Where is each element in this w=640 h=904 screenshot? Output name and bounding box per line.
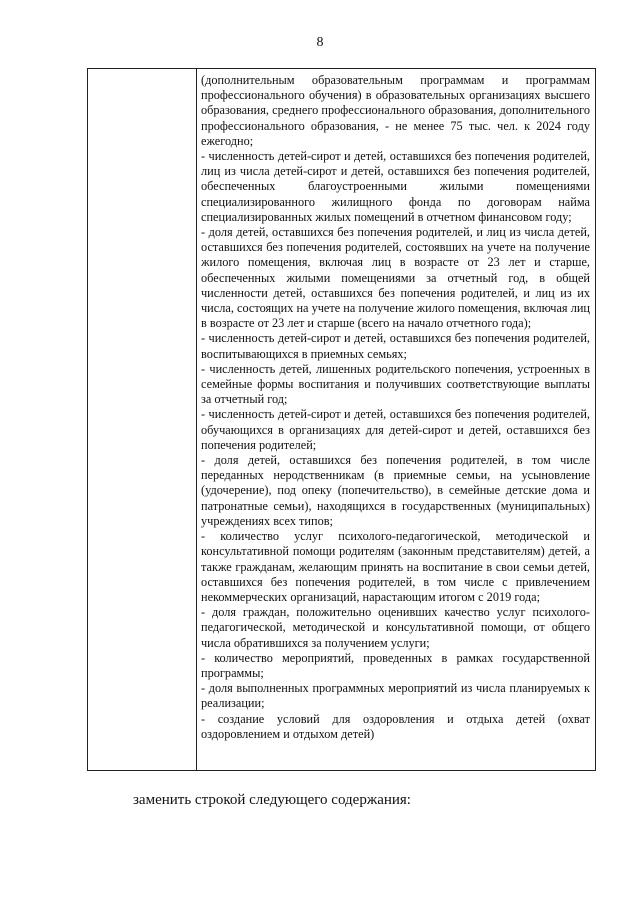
table-paragraph: - количество мероприятий, проведенных в рамках государственной программы; (201, 650, 590, 680)
table-paragraph: - создание условий для оздоровления и отдыха детей (охват оздоровлением и отдыхом детей) (201, 711, 590, 741)
table-paragraph: - численность детей, лишенных родительского попечения, устроенных в семейные формы воспитания и получивших соответствующие выплаты за отчетный год; (201, 361, 590, 407)
table-paragraph: - численность детей-сирот и детей, оставшихся без попечения родителей, воспитывающихся в приемных семьях; (201, 331, 590, 361)
table-paragraph: - доля граждан, положительно оценивших качество услуг психолого-педагогической, методической и консультативной помощи, от общего числа обратившихся за получением услуги; (201, 605, 590, 650)
table-paragraph: - доля детей, оставшихся без попечения родителей, в том числе переданных неродственникам (в приемные семьи, на усыновление (удочерение), под опеку (попечительство), в семейные детские дома и патронатные семьи), находящихся в государственных (муниципальных) учреждениях всех типов; (201, 453, 590, 528)
table-paragraph: (дополнительным образовательным программам и программам профессионального обучения) в образовательных организациях высшего образования, среднего профессионального образования, дополнительного профессионального образования, - не менее 75 тыс. чел. к 2024 году ежегодно; (201, 73, 590, 148)
table-paragraph: - доля детей, оставшихся без попечения родителей, и лиц из числа детей, оставшихся без попечения родителей, состоявших на учете на получение жилого помещения, включая лиц в возрасте от 23 лет и старше, обеспеченных жилыми помещениями за отчетный год, в общей численности детей, оставшихся без попечения родителей, и лиц из их числа, состоящих на учете на получение жилого помещения, включая лиц в возрасте от 23 лет и старше (всего на начало отчетного года); (201, 225, 590, 331)
table-paragraph: - доля выполненных программных мероприятий из числа планируемых к реализации; (201, 681, 590, 711)
content-table (87, 68, 596, 771)
table-left-cell (88, 69, 197, 770)
table-paragraph: - численность детей-сирот и детей, оставшихся без попечения родителей, лиц из числа детей-сирот и детей, оставшихся без попечения родителей, обеспеченных благоустроенными жилыми помещениями специализированного жилищного фонда по договорам найма специализированных жилых помещений в отчетном финансовом году; (201, 149, 590, 224)
replacement-instruction: заменить строкой следующего содержания: (133, 792, 411, 808)
page-number: 8 (316, 35, 324, 50)
table-right-cell (197, 69, 595, 770)
table-paragraph: - численность детей-сирот и детей, оставшихся без попечения родителей, обучающихся в организациях для детей-сирот и детей, оставшихся без попечения родителей; (201, 407, 590, 452)
table-paragraph: - количество услуг психолого-педагогической, методической и консультативной помощи родителям (законным представителям) детей, а также гражданам, желающим принять на воспитание в свои семьи детей, оставшихся без попечения родителей, в том числе с привлечением некоммерческих организаций, нарастающим итогом с 2019 года; (201, 529, 590, 604)
